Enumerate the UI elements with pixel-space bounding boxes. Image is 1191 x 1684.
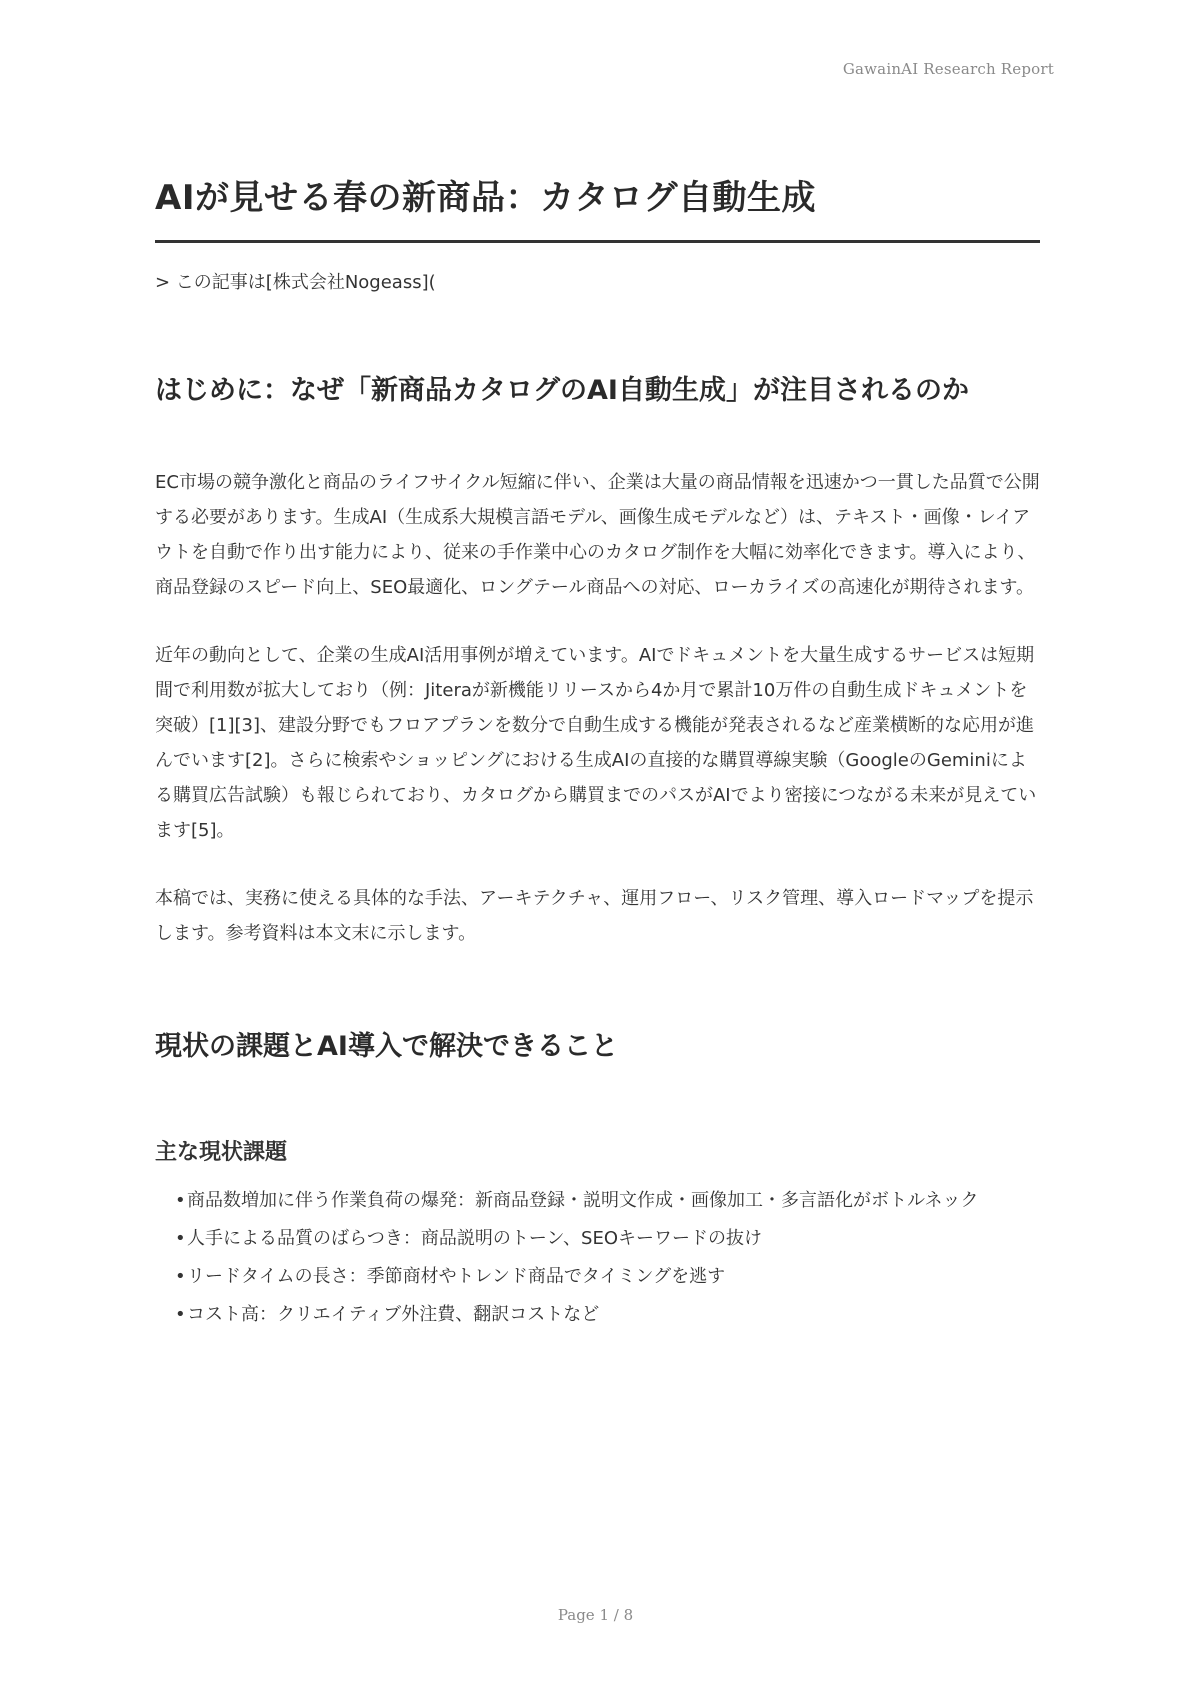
bullet-icon: • [175, 1304, 186, 1325]
list-item-text: 人手による品質のばらつき：商品説明のトーン、SEOキーワードの抜け [187, 1228, 762, 1249]
section-current-issues [155, 1027, 1040, 1332]
issue-list [155, 1183, 1040, 1332]
section-introduction [155, 371, 1040, 951]
document-body [155, 170, 1040, 1335]
section-heading: 現状の課題とAI導入で解決できること [155, 1031, 618, 1062]
section-heading: はじめに：なぜ「新商品カタログのAI自動生成」が注目されるのか [155, 375, 969, 406]
list-item [175, 1297, 1040, 1332]
list-item-text: 商品数増加に伴う作業負荷の爆発：新商品登録・説明文作成・画像加工・多言語化がボトルネック [187, 1190, 979, 1211]
page-number: Page 1 / 8 [557, 1606, 634, 1624]
list-item-text: コスト高：クリエイティブ外注費、翻訳コストなど [187, 1304, 600, 1325]
paragraph: 近年の動向として、企業の生成AI活用事例が増えています。AIでドキュメントを大量生成するサービスは短期間で利用数が拡大しており（例：Jiteraが新機能リリースから4か月で累計10万件の自動生成ドキュメントを突破）[1][3]、建設分野でもフロアプランを数分で自動生成する機能が発表されるなど産業横断的な応用が進んでいます[2]。さらに検索やショッピングにおける生成AIの直接的な購買導線実験（GoogleのGeminiによる購買広告試験）も報じられており、カタログから購買までのパスがAIでより密接につながる未来が見えています[5]。 [155, 645, 1037, 841]
source-note: > この記事は[株式会社Nogeass]( [155, 272, 436, 293]
paragraph: 本稿では、実務に使える具体的な手法、アーキテクチャ、運用フロー、リスク管理、導入ロードマップを提示します。参考資料は本文末に示します。 [155, 888, 1034, 944]
document-title: AIが見せる春の新商品：カタログ自動生成 [155, 170, 1040, 243]
list-item [175, 1259, 1040, 1294]
list-item [175, 1221, 1040, 1256]
bullet-icon: • [175, 1266, 186, 1287]
bullet-icon: • [175, 1190, 186, 1211]
bullet-icon: • [175, 1228, 186, 1249]
list-item [175, 1183, 1040, 1218]
paragraph: EC市場の競争激化と商品のライフサイクル短縮に伴い、企業は大量の商品情報を迅速かつ一貫した品質で公開する必要があります。生成AI（生成系大規模言語モデル、画像生成モデルなど）は、テキスト・画像・レイアウトを自動で作り出す能力により、従来の手作業中心のカタログ制作を大幅に効率化できます。導入により、商品登録のスピード向上、SEO最適化、ロングテール商品への対応、ローカライズの高速化が期待されます。 [155, 472, 1040, 598]
subsection-heading: 主な現状課題 [155, 1140, 288, 1165]
running-header: GawainAI Research Report [842, 60, 1054, 78]
list-item-text: リードタイムの長さ：季節商材やトレンド商品でタイミングを逃す [187, 1266, 726, 1287]
